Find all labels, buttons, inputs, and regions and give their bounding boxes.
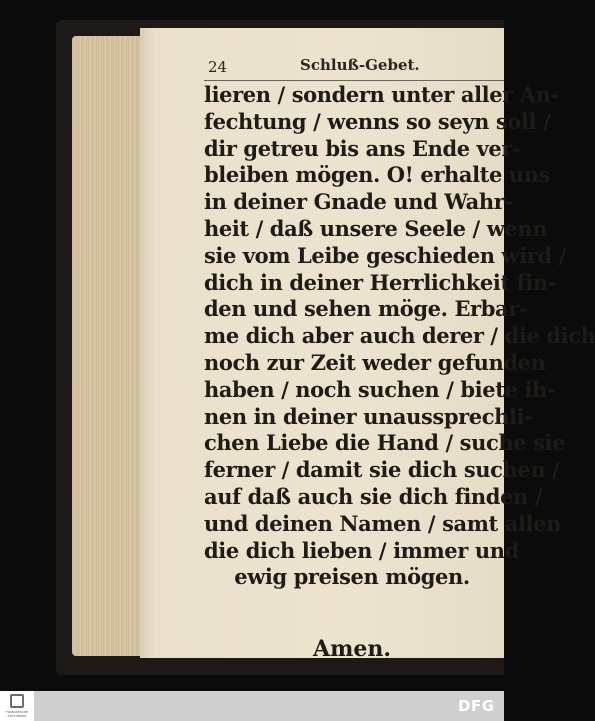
text-line: dir getreu bis ans Ende ver- xyxy=(204,135,521,161)
text-line: heit / daß unsere Seele / wenn xyxy=(204,215,548,241)
running-head: Schluß-Gebet. xyxy=(300,56,420,74)
body-text xyxy=(204,82,595,591)
text-line: die dich lieben / immer und xyxy=(204,537,519,563)
text-line: auf daß auch sie dich finden / xyxy=(204,483,543,509)
dfg-logo[interactable]: DFG xyxy=(458,697,495,715)
text-line: bleiben mögen. O! erhalte uns xyxy=(204,162,551,188)
text-line: lieren / sondern unter aller An- xyxy=(204,82,559,107)
text-line: und deinen Namen / samt allen xyxy=(204,510,561,536)
text-line: fechtung / wenns so seyn soll / xyxy=(204,108,551,134)
closing-word: Amen. xyxy=(313,636,391,662)
page-number: 24 xyxy=(208,58,228,76)
text-line: in deiner Gnade und Wahr- xyxy=(204,189,513,215)
text-line: chen Liebe die Hand / suche sie xyxy=(204,430,566,456)
text-line: nen in deiner unaussprechli- xyxy=(204,403,533,429)
text-line: me dich aber auch derer / die dich xyxy=(204,323,595,349)
library-logo[interactable] xyxy=(0,691,34,721)
text-line: den und sehen möge. Erbar- xyxy=(204,296,528,322)
text-line: sie vom Leibe geschieden wird / xyxy=(204,242,566,268)
text-line: ferner / damit sie dich suchen / xyxy=(204,457,560,483)
text-line: ewig preisen mögen. xyxy=(234,564,470,590)
page-edges xyxy=(72,36,142,656)
viewer-footer-bar xyxy=(0,691,504,721)
text-line: haben / noch suchen / biete ih- xyxy=(204,376,556,402)
library-logo-text: FRANCKESCHE STIFTUNGEN xyxy=(5,710,29,718)
library-emblem-icon xyxy=(10,694,24,708)
header-rule xyxy=(204,80,504,81)
text-line: noch zur Zeit weder gefunden xyxy=(204,349,546,375)
book-page xyxy=(140,28,595,662)
page-header xyxy=(140,28,504,80)
text-line: dich in deiner Herrlichkeit fin- xyxy=(204,269,557,295)
